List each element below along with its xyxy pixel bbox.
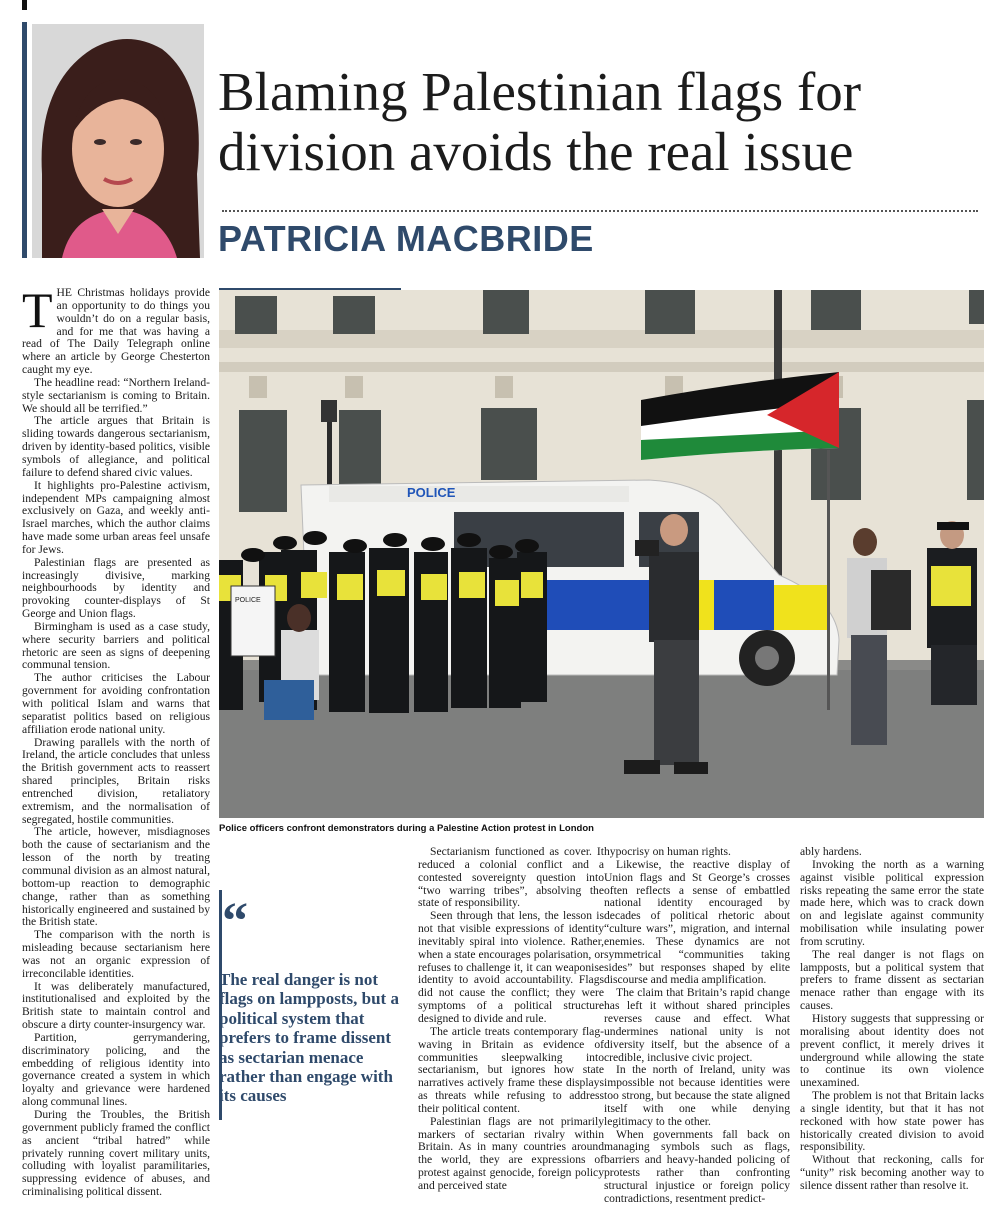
paragraph: The author criticises the Labour government for avoiding confrontation with political Islam and warns that separatist politics based on religious affiliation erode national unity.	[22, 671, 210, 736]
article-column-5	[800, 846, 984, 1193]
article-column-1	[22, 282, 210, 1199]
headline-divider	[222, 210, 978, 212]
paragraph: The article, however, misdiagnoses both the cause of sectarianism and the lesson of the north by treating communal division as an almost natural, bottom-up reaction to demographic change, rather than as something historically engineered and sustained by the British state.	[22, 825, 210, 929]
paragraph: Likewise, the reactive display of Union flags and St George’s crosses often reflects a sense of embattled national identity encouraged by decades of political rhetoric about “culture wars”, migration, and internal enemies. These dynamics are not symmetrical “communities taking sides” but responses shaped by elite discourse and media amplification.	[604, 857, 790, 987]
paragraph: The claim that Britain’s rapid change has left it without shared principles reverses cause and effect. What undermines national unity is not diversity itself, but the absence of a credible, inclusive civic project.	[604, 986, 790, 1064]
paragraph: ably hardens.	[800, 845, 862, 858]
article-column-4	[604, 846, 790, 1206]
van-label: POLICE	[407, 485, 456, 500]
paragraph: hypocrisy on human rights.	[604, 845, 731, 858]
paragraph: Partition, gerrymandering, discriminatory policing, and the embedding of religious identity into governance created a system in which loyalty and grievance were hardened along communal lines.	[22, 1030, 210, 1109]
paragraph: Palestinian flags are not primarily markers of sectarian rivalry within Britain. As in many countries around the world, they are expressions of protest against genocide, foreign policy and perceived state	[418, 1114, 604, 1192]
paragraph: In the north of Ireland, unity was impossible not because identities were too strong, but because the state aligned itself with one while denying legitimacy to the other.	[604, 1063, 790, 1128]
pull-quote: The real danger is not flags on lampposts, but a political system that prefers to frame dissent as sectarian menace rather than engage with its causes	[219, 970, 399, 1106]
paragraph: Sectarianism functioned as cover. It reduced a colonial conflict and a contested sovereignty question into “two warring tribes”, absolving the state of responsibility.	[418, 845, 604, 910]
paragraph: The problem is not that Britain lacks a single identity, but that it has not reckoned with how state power has historically created division to avoid responsibility.	[800, 1089, 984, 1154]
paragraph: It highlights pro-Palestine activism, independent MPs campaigning almost exclusively on Gaza, and weekly anti-Israel marches, which the author claims have made some urban areas feel unsafe for Jews.	[22, 478, 210, 556]
headline: Blaming Palestinian flags for division avoids the real issue	[218, 61, 862, 182]
paragraph: The real danger is not flags on lampposts, but a political system that prefers to frame dissent as sectarian menace rather than engage with its causes.	[800, 947, 984, 1013]
top-rule	[22, 0, 27, 10]
paragraph	[22, 282, 210, 377]
paragraph: It was deliberately manufactured, institutionalised and exploited by the British state to maintain control and obscure a dirty counter-insurgency war.	[22, 979, 210, 1032]
paragraph: Birmingham is used as a case study, where security barriers and political rhetoric are seen as signs of deepening communal tension.	[22, 619, 210, 672]
photo-caption: Police officers confront demonstrators during a Palestine Action protest in London	[219, 823, 594, 834]
paragraph: Palestinian flags are presented as increasingly divisive, marking neighbourhoods by identity and provoking counter-displays of St George and Union flags.	[22, 555, 210, 621]
author-portrait-image	[32, 24, 204, 258]
drop-cap: T	[22, 282, 53, 338]
paragraph: The headline read: “Northern Ireland-style sectarianism is coming to Britain. We should all be terrified.”	[22, 375, 210, 415]
protest-photo	[219, 290, 984, 818]
article-column-3	[418, 846, 604, 1193]
paragraph: The article treats contemporary flag-waving in Britain as evidence of communities sleepwalking into sectarianism, but ignores how state narratives actively frame these displays as threats while refusing to address their political content.	[418, 1024, 604, 1115]
byline: PATRICIA MACBRIDE	[218, 218, 594, 259]
paragraph: When governments fall back on managing symbols such as flags, barriers and heavy-handed policing of protests rather than confronting structural injustice or foreign policy contradictions, resentment predict-	[604, 1127, 790, 1205]
paragraph-text: HE Christmas holidays provide an opportunity to do things you wouldn’t do on a regular basis, and for me that was having a read of The Daily Telegraph online where an article by George Chesterton caught my eye.	[22, 286, 210, 377]
paragraph: Without that reckoning, calls for “unity” risk becoming another way to silence dissent rather than resolve it.	[800, 1153, 984, 1192]
paragraph: Drawing parallels with the north of Ireland, the article concludes that unless the British government acts to reassert shared principles, Britain risks entrenched division, retaliatory extremism, and the normalisation of segregated, hostile communities.	[22, 735, 210, 826]
author-portrait	[32, 24, 204, 258]
paragraph: The article argues that Britain is sliding towards dangerous sectarianism, driven by identity-based politics, visible symbols of allegiance, and political failure to defend shared civic values.	[22, 414, 210, 479]
protest-photo-image	[219, 290, 984, 818]
paragraph: Seen through that lens, the lesson is not that visible expressions of identity inevitably spiral into violence. Rather, when a state encourages polarisation, or refuses to challenge it, it can weaponise identity to avoid accountability. Flags did not cause the conflict; they were symptoms of a political structure designed to divide and rule.	[418, 909, 604, 1025]
paragraph: History suggests that suppressing or moralising about identity does not prevent conflict, it merely drives it underground while allowing the state to continue its own violence unexamined.	[800, 1011, 984, 1090]
paragraph: During the Troubles, the British government publicly framed the conflict as ancient “tribal hatred” while privately running covert military units, colluding with loyalist paramilitaries, suppressing evidence of abuses, and criminalising political dissent.	[22, 1108, 210, 1199]
quote-mark-icon: “	[222, 893, 248, 950]
paragraph: The comparison with the north is misleading because sectarianism here was not an organic expression of irreconcilable identities.	[22, 928, 210, 980]
paragraph: Invoking the north as a warning against visible political expression risks repeating the same error the state made here, which was to crack down on and legislate against community mobilisation while insulating power from scrutiny.	[800, 857, 984, 948]
accent-rule	[22, 22, 27, 258]
protest-sign-text: POLICE	[235, 597, 261, 604]
